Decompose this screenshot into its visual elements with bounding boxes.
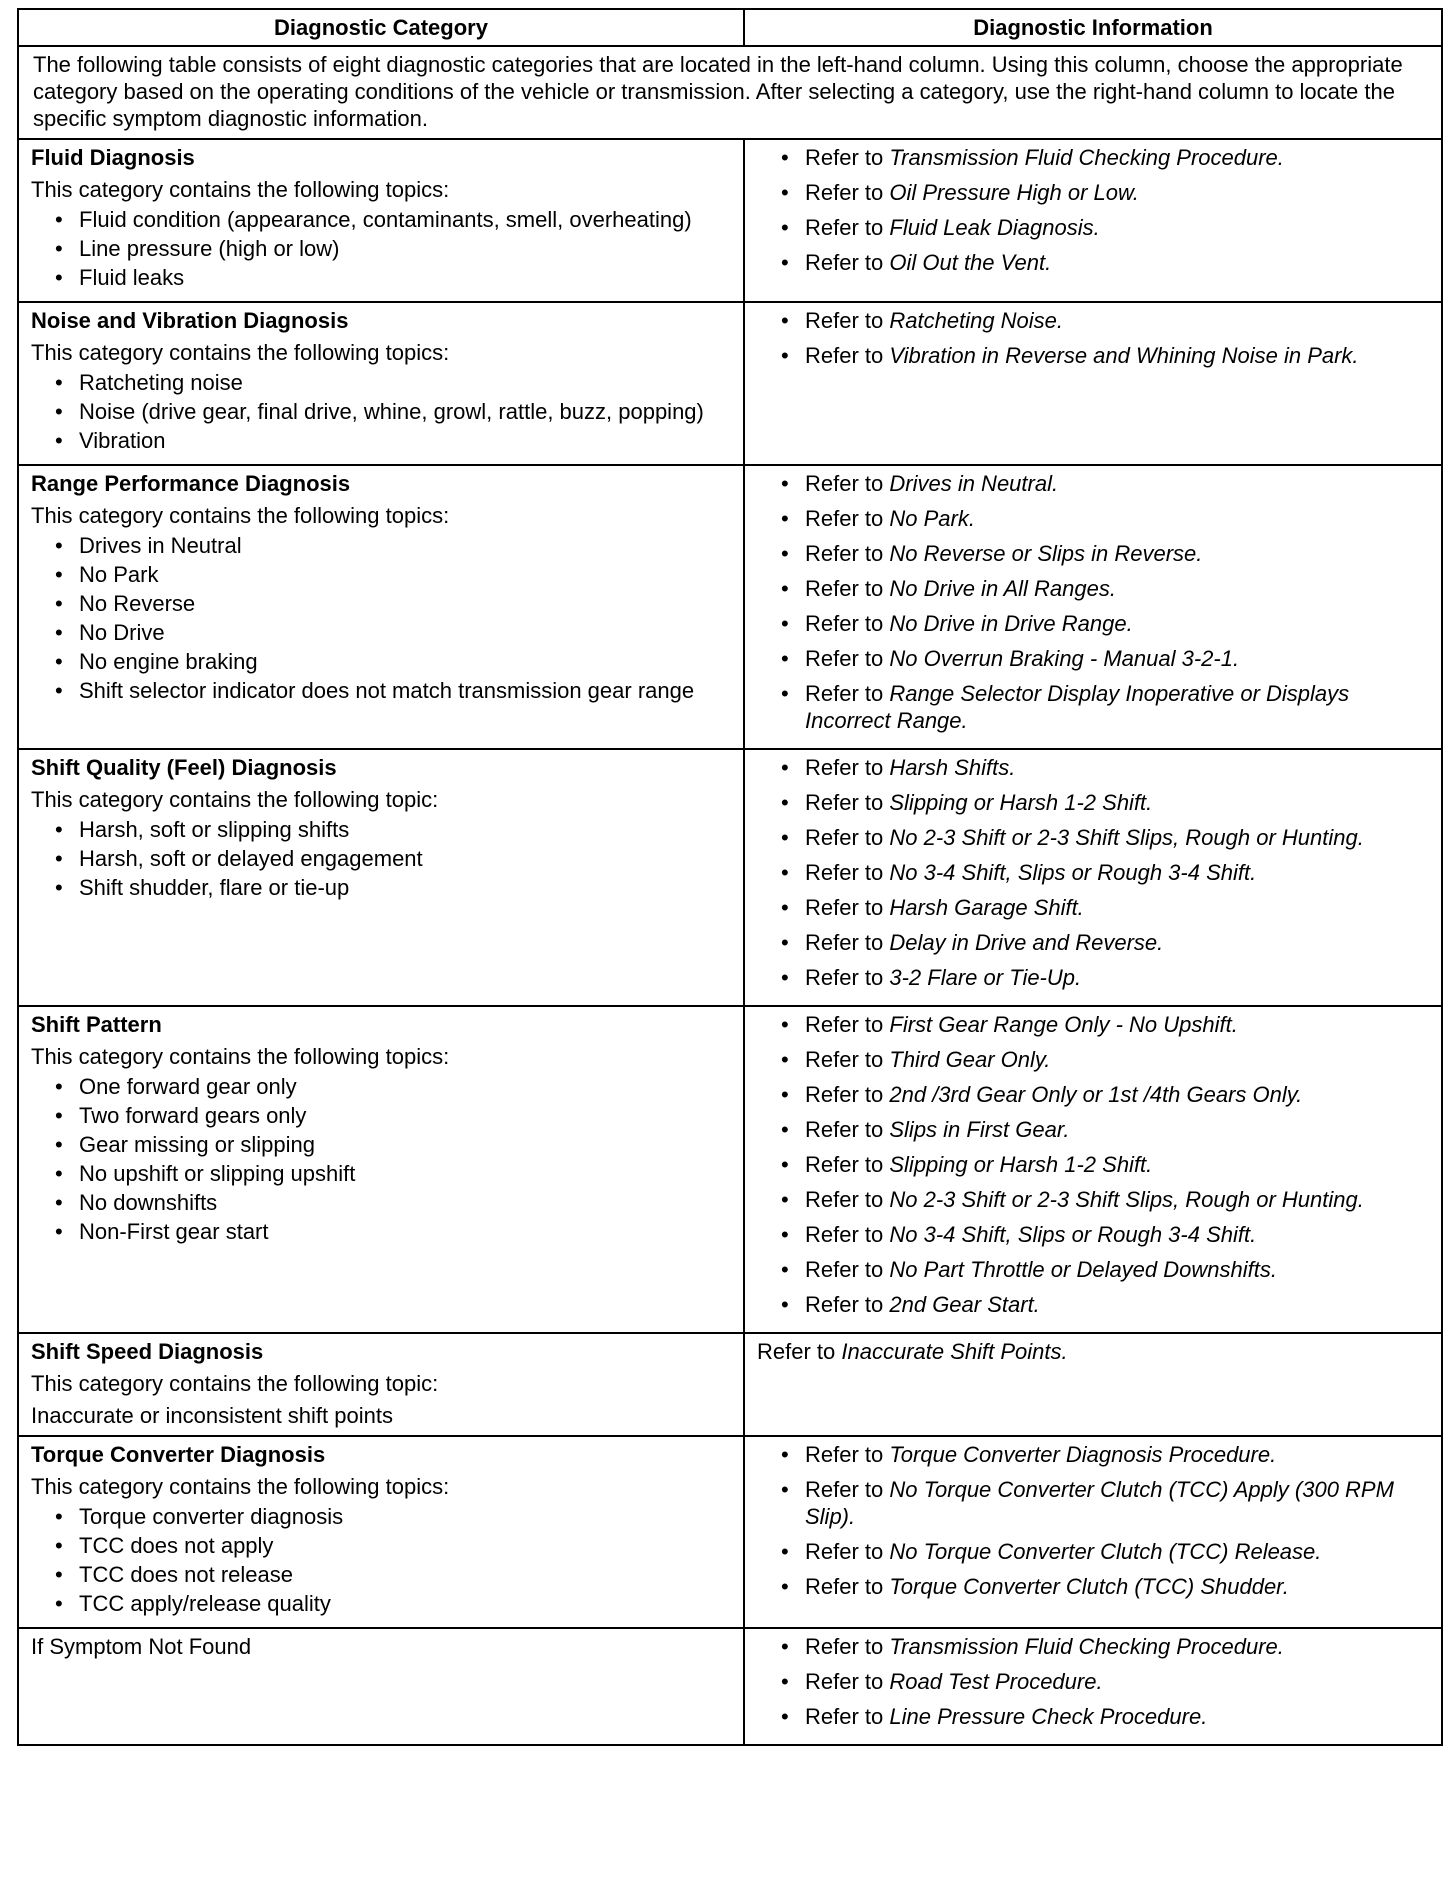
category-cell <box>18 1436 744 1628</box>
reference-list <box>757 307 1429 369</box>
category-title: Shift Speed Diagnosis <box>31 1339 264 1364</box>
reference-link: No Park. <box>889 506 975 531</box>
category-description: This category contains the following topics: <box>31 503 450 528</box>
topic-item: • No engine braking <box>31 650 731 673</box>
topic-item: Inaccurate or inconsistent shift points <box>31 1403 393 1428</box>
refer-to-label: Refer to <box>805 1047 890 1072</box>
reference-item <box>757 1668 1429 1695</box>
topic-item: • Fluid condition (appearance, contaminants, smell, overheating) <box>31 208 731 231</box>
reference-link: 2nd Gear Start. <box>889 1292 1040 1317</box>
category-cell <box>18 1628 744 1745</box>
reference-item <box>757 1441 1429 1468</box>
category-cell <box>18 1006 744 1333</box>
reference-item <box>757 610 1429 637</box>
topic-item: • Noise (drive gear, final drive, whine, growl, rattle, buzz, popping) <box>31 400 731 423</box>
refer-to-label: Refer to <box>805 1292 890 1317</box>
refer-to-label: Refer to <box>805 1222 890 1247</box>
reference-link: 2nd /3rd Gear Only or 1st /4th Gears Only. <box>889 1082 1303 1107</box>
refer-to-label: Refer to <box>805 1117 890 1142</box>
topic-list <box>31 1075 731 1243</box>
diagnostic-info-cell <box>744 1333 1442 1436</box>
refer-to-label: Refer to <box>805 250 890 275</box>
reference-list <box>757 470 1429 734</box>
category-description: This category contains the following topics: <box>31 1474 450 1499</box>
diagnostic-table-document <box>17 8 1441 1746</box>
intro-text: The following table consists of eight diagnostic categories that are located in the left-hand column. Using this column, choose the appropriate category based on the operating conditions of the vehicle or transmission. After selecting a category, use the right-hand column to locate the specific symptom diagnostic information. <box>18 46 1442 139</box>
refer-to-label: Refer to <box>805 1477 890 1502</box>
reference-link: 3-2 Flare or Tie-Up. <box>889 965 1082 990</box>
topic-item: • Vibration <box>31 429 731 452</box>
reference-item <box>757 1046 1429 1073</box>
reference-link: Slipping or Harsh 1-2 Shift. <box>889 790 1153 815</box>
reference-link: Ratcheting Noise. <box>889 308 1064 333</box>
reference-item <box>757 1186 1429 1213</box>
reference-link: Drives in Neutral. <box>889 471 1059 496</box>
reference-link: No 3-4 Shift, Slips or Rough 3-4 Shift. <box>889 860 1257 885</box>
refer-to-label: Refer to <box>805 755 890 780</box>
reference-link: Range Selector Display Inoperative or Displays Incorrect Range. <box>805 681 1350 733</box>
reference-item <box>757 1151 1429 1178</box>
reference-list <box>757 1011 1429 1318</box>
refer-to-label: Refer to <box>805 343 890 368</box>
reference-link: Oil Pressure High or Low. <box>889 180 1139 205</box>
refer-to-label: Refer to <box>805 1574 890 1599</box>
reference-link: Torque Converter Clutch (TCC) Shudder. <box>889 1574 1289 1599</box>
category-row <box>18 1628 1442 1745</box>
topic-list <box>31 818 731 899</box>
topic-item: • No downshifts <box>31 1191 731 1214</box>
reference-link: No Part Throttle or Delayed Downshifts. <box>889 1257 1277 1282</box>
refer-to-label: Refer to <box>805 895 890 920</box>
diagnostic-info-cell <box>744 139 1442 302</box>
reference-item <box>757 1703 1429 1730</box>
reference-item <box>757 214 1429 241</box>
reference-item <box>757 505 1429 532</box>
reference-link: No Drive in Drive Range. <box>889 611 1133 636</box>
refer-to-label: Refer to <box>805 308 890 333</box>
reference-item <box>757 1116 1429 1143</box>
reference-item <box>757 144 1429 171</box>
refer-to-label: Refer to <box>805 506 890 531</box>
reference-item <box>757 1573 1429 1600</box>
refer-to-label: Refer to <box>805 1669 890 1694</box>
reference-item <box>757 1081 1429 1108</box>
reference-link: Oil Out the Vent. <box>889 250 1052 275</box>
reference-item <box>757 680 1429 734</box>
reference-link: Delay in Drive and Reverse. <box>889 930 1164 955</box>
reference-item <box>757 754 1429 781</box>
category-description: This category contains the following topic: <box>31 1371 439 1396</box>
topic-item: • No Drive <box>31 621 731 644</box>
topic-list <box>31 208 731 289</box>
topic-item: • Shift shudder, flare or tie-up <box>31 876 731 899</box>
category-description: This category contains the following topic: <box>31 787 439 812</box>
category-title: Noise and Vibration Diagnosis <box>31 308 349 333</box>
reference-list <box>757 1441 1429 1600</box>
reference-link: Harsh Garage Shift. <box>889 895 1084 920</box>
refer-to-label: Refer to <box>805 576 890 601</box>
reference-link: Third Gear Only. <box>889 1047 1051 1072</box>
topic-item: • Ratcheting noise <box>31 371 731 394</box>
category-row <box>18 1436 1442 1628</box>
category-title: If Symptom Not Found <box>31 1634 252 1659</box>
category-row <box>18 465 1442 749</box>
header-diagnostic-category: Diagnostic Category <box>18 9 744 46</box>
topic-item: • No upshift or slipping upshift <box>31 1162 731 1185</box>
reference-item <box>757 789 1429 816</box>
refer-to-label: Refer to <box>805 1082 890 1107</box>
category-row <box>18 749 1442 1006</box>
reference-link: Slipping or Harsh 1-2 Shift. <box>889 1152 1153 1177</box>
refer-to-label: Refer to <box>805 1257 890 1282</box>
refer-to-label: Refer to <box>805 611 890 636</box>
refer-to-label: Refer to <box>805 471 890 496</box>
reference-link: Inaccurate Shift Points. <box>841 1339 1068 1364</box>
reference-link: No 2-3 Shift or 2-3 Shift Slips, Rough or Hunting. <box>889 1187 1364 1212</box>
reference-item <box>757 1291 1429 1318</box>
category-cell <box>18 302 744 465</box>
reference-item <box>757 1538 1429 1565</box>
reference-link: Line Pressure Check Procedure. <box>889 1704 1208 1729</box>
reference-item <box>757 249 1429 276</box>
reference-item <box>757 1011 1429 1038</box>
refer-to-label: Refer to <box>805 1187 890 1212</box>
reference-item <box>757 894 1429 921</box>
topic-item: • Drives in Neutral <box>31 534 731 557</box>
reference-item <box>757 964 1429 991</box>
reference-list <box>757 1633 1429 1730</box>
reference-link: Slips in First Gear. <box>889 1117 1070 1142</box>
diagnostic-info-cell <box>744 1628 1442 1745</box>
reference-list <box>757 754 1429 991</box>
category-row <box>18 1006 1442 1333</box>
reference-link: Transmission Fluid Checking Procedure. <box>889 1634 1284 1659</box>
diagnostic-table <box>17 8 1443 1746</box>
refer-to-label: Refer to <box>805 145 890 170</box>
reference-link: Vibration in Reverse and Whining Noise in Park. <box>889 343 1359 368</box>
header-row <box>18 9 1442 46</box>
reference-link: Fluid Leak Diagnosis. <box>889 215 1100 240</box>
diagnostic-info-cell <box>744 749 1442 1006</box>
refer-to-label: Refer to <box>805 1442 890 1467</box>
refer-to-label: Refer to <box>757 1339 842 1364</box>
refer-to-label: Refer to <box>805 1704 890 1729</box>
category-cell <box>18 749 744 1006</box>
topic-item: • Harsh, soft or delayed engagement <box>31 847 731 870</box>
reference-item <box>757 342 1429 369</box>
topic-list <box>31 534 731 702</box>
topic-list <box>31 1505 731 1615</box>
reference-link: No Reverse or Slips in Reverse. <box>889 541 1203 566</box>
topic-item: • No Reverse <box>31 592 731 615</box>
category-row <box>18 139 1442 302</box>
topic-item: • Two forward gears only <box>31 1104 731 1127</box>
topic-item: • Torque converter diagnosis <box>31 1505 731 1528</box>
refer-to-label: Refer to <box>805 930 890 955</box>
reference-link: No Torque Converter Clutch (TCC) Release. <box>889 1539 1322 1564</box>
reference-item <box>757 307 1429 334</box>
reference-item <box>757 575 1429 602</box>
topic-item: • Line pressure (high or low) <box>31 237 731 260</box>
reference-item <box>757 859 1429 886</box>
refer-to-label: Refer to <box>805 965 890 990</box>
reference-item <box>757 645 1429 672</box>
diagnostic-info-cell <box>744 1436 1442 1628</box>
refer-to-label: Refer to <box>805 180 890 205</box>
category-description: This category contains the following topics: <box>31 177 450 202</box>
topic-item: • TCC does not release <box>31 1563 731 1586</box>
category-title: Range Performance Diagnosis <box>31 471 351 496</box>
category-row <box>18 1333 1442 1436</box>
topic-list <box>31 371 731 452</box>
refer-to-label: Refer to <box>805 541 890 566</box>
refer-to-label: Refer to <box>805 1539 890 1564</box>
reference-item <box>757 1221 1429 1248</box>
reference-item <box>757 470 1429 497</box>
reference-item <box>757 1338 1429 1365</box>
category-description: This category contains the following topics: <box>31 1044 450 1069</box>
topic-item: • No Park <box>31 563 731 586</box>
refer-to-label: Refer to <box>805 1012 890 1037</box>
reference-item <box>757 824 1429 851</box>
refer-to-label: Refer to <box>805 860 890 885</box>
refer-to-label: Refer to <box>805 681 890 706</box>
category-title: Shift Pattern <box>31 1012 162 1037</box>
diagnostic-info-cell <box>744 1006 1442 1333</box>
category-cell <box>18 1333 744 1436</box>
reference-item <box>757 1476 1429 1530</box>
reference-link: No 3-4 Shift, Slips or Rough 3-4 Shift. <box>889 1222 1257 1247</box>
intro-row <box>18 46 1442 139</box>
category-title: Torque Converter Diagnosis <box>31 1442 326 1467</box>
category-cell <box>18 465 744 749</box>
topic-item: • Harsh, soft or slipping shifts <box>31 818 731 841</box>
refer-to-label: Refer to <box>805 1634 890 1659</box>
topic-item: • Shift selector indicator does not match transmission gear range <box>31 679 731 702</box>
reference-link: No 2-3 Shift or 2-3 Shift Slips, Rough or Hunting. <box>889 825 1364 850</box>
reference-link: Harsh Shifts. <box>889 755 1016 780</box>
reference-item <box>757 929 1429 956</box>
diagnostic-info-cell <box>744 302 1442 465</box>
topic-item: • One forward gear only <box>31 1075 731 1098</box>
category-description: This category contains the following topics: <box>31 340 450 365</box>
category-row <box>18 302 1442 465</box>
reference-link: Transmission Fluid Checking Procedure. <box>889 145 1284 170</box>
reference-item <box>757 179 1429 206</box>
topic-item: • TCC does not apply <box>31 1534 731 1557</box>
refer-to-label: Refer to <box>805 646 890 671</box>
refer-to-label: Refer to <box>805 790 890 815</box>
header-diagnostic-information: Diagnostic Information <box>744 9 1442 46</box>
category-cell <box>18 139 744 302</box>
reference-link: No Overrun Braking - Manual 3-2-1. <box>889 646 1240 671</box>
refer-to-label: Refer to <box>805 825 890 850</box>
diagnostic-info-cell <box>744 465 1442 749</box>
reference-link: Torque Converter Diagnosis Procedure. <box>889 1442 1277 1467</box>
reference-link: No Torque Converter Clutch (TCC) Apply (300 RPM Slip). <box>805 1477 1394 1529</box>
reference-link: First Gear Range Only - No Upshift. <box>889 1012 1238 1037</box>
refer-to-label: Refer to <box>805 1152 890 1177</box>
topic-item: • Non-First gear start <box>31 1220 731 1243</box>
topic-item: • Gear missing or slipping <box>31 1133 731 1156</box>
reference-item <box>757 1256 1429 1283</box>
reference-item <box>757 540 1429 567</box>
topic-item: • TCC apply/release quality <box>31 1592 731 1615</box>
reference-list <box>757 144 1429 276</box>
reference-link: No Drive in All Ranges. <box>889 576 1116 601</box>
refer-to-label: Refer to <box>805 215 890 240</box>
category-title: Fluid Diagnosis <box>31 145 195 170</box>
category-title: Shift Quality (Feel) Diagnosis <box>31 755 337 780</box>
reference-link: Road Test Procedure. <box>889 1669 1103 1694</box>
reference-item <box>757 1633 1429 1660</box>
topic-item: • Fluid leaks <box>31 266 731 289</box>
